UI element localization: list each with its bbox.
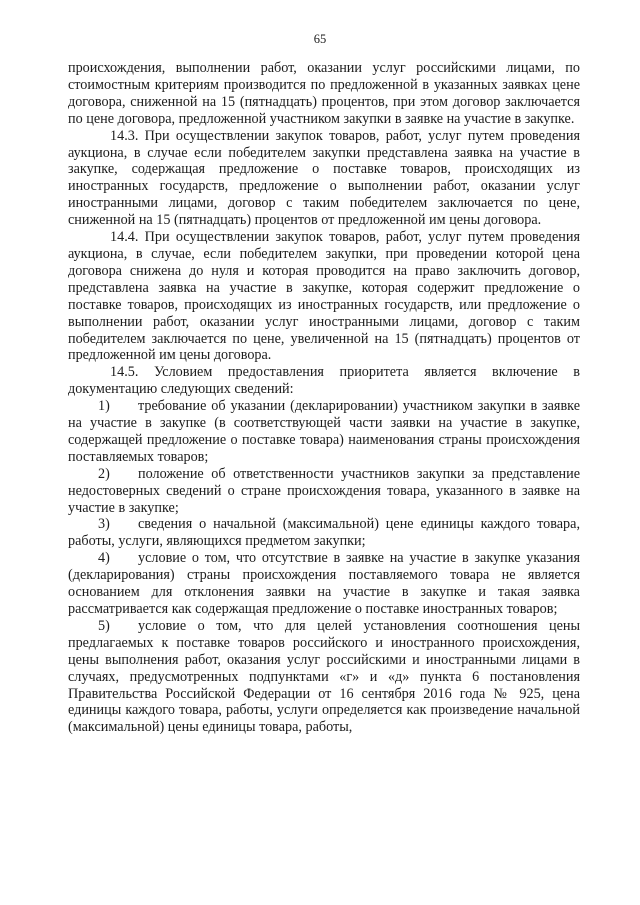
- list-item-3: [68, 516, 580, 550]
- list-item-4: [68, 550, 580, 618]
- list-item-number: 5): [98, 617, 110, 634]
- list-item-2: [68, 466, 580, 517]
- list-item-1: [68, 398, 580, 466]
- document-body: [68, 60, 580, 736]
- list-item-number: 1): [98, 398, 110, 415]
- list-item-number: 3): [98, 516, 110, 533]
- list-item-text: сведения о начальной (максимальной) цене единицы каждого товара, работы, услуги, являющихся предметом закупки;: [68, 516, 580, 550]
- list-item-5: [68, 618, 580, 736]
- list-item-text: условие о том, что отсутствие в заявке на участие в закупке указания (декларирования) страны происхождения поставляемого товара не является основанием для отклонения заявки на участие в закупке и такая заявка рассматривается как содержащая предложение о поставке иностранных товаров;: [68, 550, 580, 617]
- list-item-text: требование об указании (декларировании) участником закупки в заявке на участие в закупке (в соответствующей части заявки на участие в закупке, содержащей предложение о поставке товара) наименования страны происхождения поставляемых товаров;: [68, 398, 580, 465]
- list-item-number: 2): [98, 465, 110, 482]
- list-item-text: условие о том, что для целей установления соотношения цены предлагаемых к поставке товаров российского и иностранного происхождения, цены выполнения работ, оказания услуг российскими и иностранными лицами в случаях, предусмотренных подпунктами «г» и «д» пункта 6 постановления Правительства Российской Федерации от 16 сентября 2016 года № 925, цена единицы каждого товара, работы, услуги определяется как произведение начальной (максимальной) цены единицы товара, работы,: [68, 617, 580, 736]
- paragraph-14-5: 14.5. Условием предоставления приоритета является включение в документацию следующих сведений:: [68, 364, 580, 398]
- page-number: 65: [313, 32, 327, 46]
- list-item-number: 4): [98, 550, 110, 567]
- paragraph-14-3: 14.3. При осуществлении закупок товаров, работ, услуг путем проведения аукциона, в случае если победителем закупки представлена заявка на участие в закупке, содержащая предложение о поставке товаров, происходящих из иностранных государств, предложение о выполнении работ, оказании услуг иностранными лицами, договор с таким победителем заключается по цене, сниженной на 15 (пятнадцать) процентов от предложенной им цены договора.: [68, 127, 580, 229]
- paragraph-continuation: происхождения, выполнении работ, оказании услуг российскими лицами, по стоимостным критериям производится по предложенной в указанных заявках цене договора, сниженной на 15 (пятнадцать) процентов, при этом договор заключается по цене договора, предложенной участником закупки в заявке на участие в закупке.: [68, 60, 580, 127]
- list-item-text: положение об ответственности участников закупки за представление недостоверных сведений о стране происхождения товара, указанного в заявке на участие в закупке;: [68, 465, 580, 516]
- paragraph-14-4: 14.4. При осуществлении закупок товаров, работ, услуг путем проведения аукциона, в случае, если победителем закупки, при проведении которой цена договора снижена до нуля и которая проводится на право заключить договор, представлена заявка на участие в закупке, которая содержит предложение о поставке товаров, происходящих из иностранных государств, или предложение о выполнении работ, оказании услуг иностранными лицами, договор с таким победителем заключается по цене, увеличенной на 15 (пятнадцать) процентов от предложенной им цены договора.: [68, 229, 580, 364]
